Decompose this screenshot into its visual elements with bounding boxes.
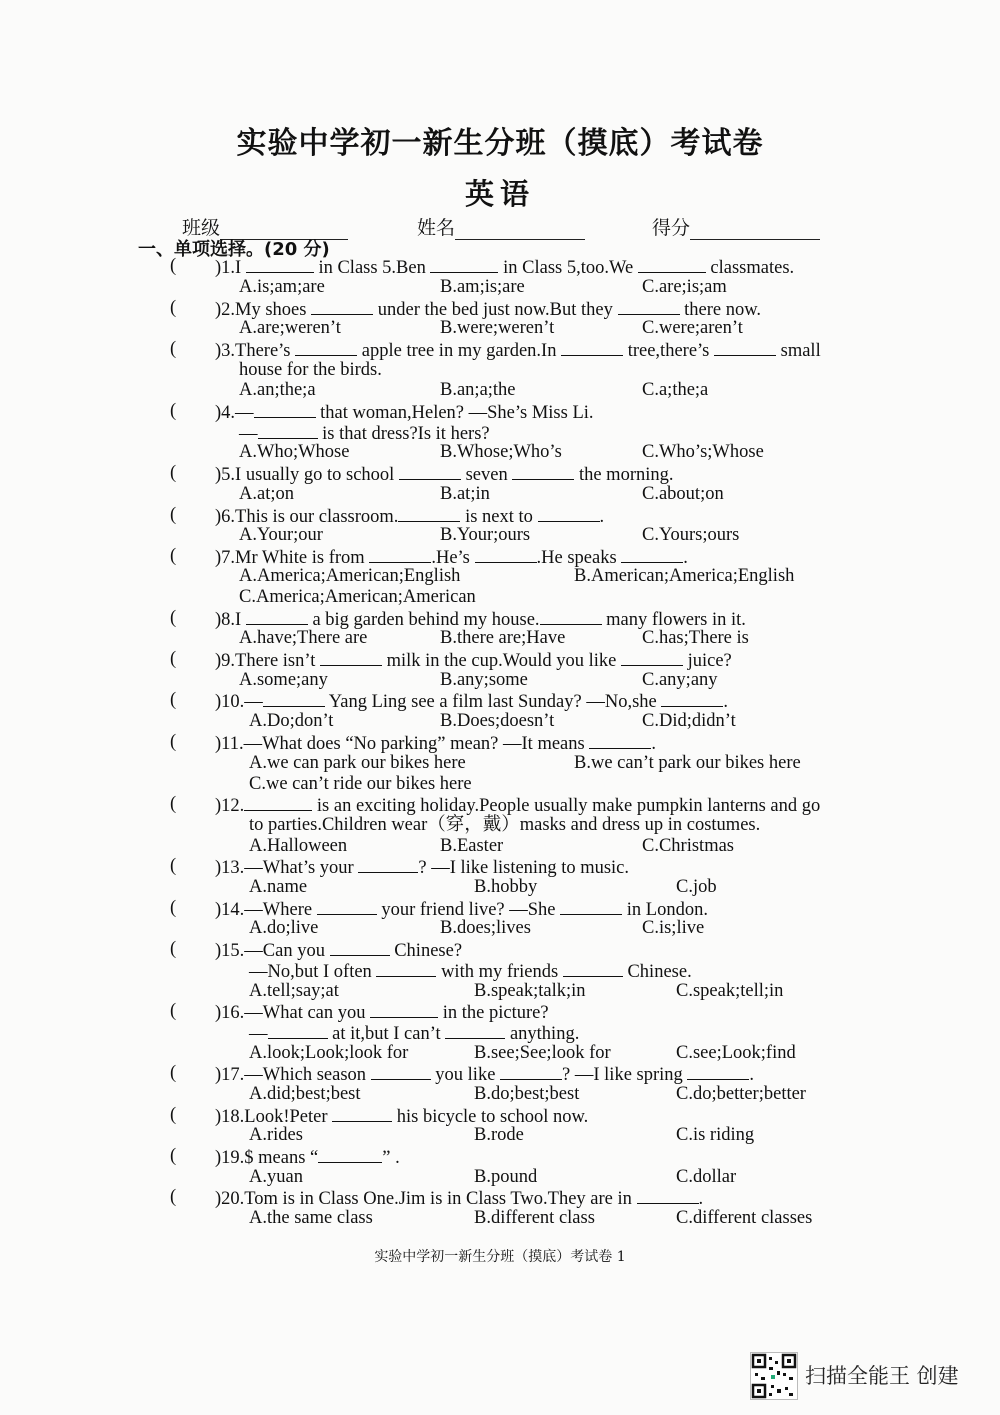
question-row bbox=[0, 856, 1000, 877]
question-text: in London. bbox=[622, 900, 708, 920]
question-text: apple tree in my garden.In bbox=[357, 341, 562, 361]
answer-bracket[interactable]: ( bbox=[170, 1063, 177, 1083]
question-text: )10.— bbox=[215, 692, 263, 712]
question-text: . bbox=[683, 548, 688, 568]
score-label: 得分 bbox=[652, 218, 691, 239]
question-row bbox=[0, 401, 1000, 422]
scanner-text: 扫描全能王 创建 bbox=[805, 1364, 959, 1388]
answer-blank[interactable] bbox=[399, 463, 461, 480]
section-title: 一、单项选择。(20 分) bbox=[138, 239, 330, 260]
question-stem bbox=[215, 256, 794, 279]
answer-option[interactable]: C.America;American;American bbox=[239, 587, 476, 607]
question-text: )2.My shoes bbox=[215, 300, 312, 320]
answer-option[interactable]: B.pound bbox=[474, 1167, 538, 1187]
answer-option[interactable]: A.is;am;are bbox=[239, 277, 325, 297]
question-stem bbox=[215, 649, 732, 672]
answer-bracket[interactable]: ( bbox=[170, 898, 177, 918]
answer-option[interactable]: B.any;some bbox=[440, 670, 528, 690]
answer-bracket[interactable]: ( bbox=[170, 608, 177, 628]
question-stem bbox=[215, 1001, 549, 1024]
answer-blank[interactable] bbox=[638, 256, 706, 273]
score-field bbox=[652, 213, 820, 240]
answer-bracket[interactable]: ( bbox=[170, 649, 177, 669]
answer-option[interactable]: C.different classes bbox=[676, 1208, 813, 1228]
answer-bracket[interactable]: ( bbox=[170, 1187, 177, 1207]
answer-option[interactable]: B.Your;ours bbox=[440, 525, 531, 545]
answer-blank[interactable] bbox=[295, 339, 357, 356]
question-row bbox=[0, 339, 1000, 360]
question-stem-continued: house for the birds. bbox=[239, 360, 382, 380]
question-text: ? —I like listening to music. bbox=[418, 858, 630, 878]
question-text: a big garden behind my house. bbox=[307, 610, 540, 630]
answer-option[interactable]: A.yuan bbox=[249, 1167, 303, 1187]
question-row bbox=[0, 898, 1000, 919]
question-text: there now. bbox=[679, 300, 762, 320]
question-text: is that dress?Is it hers? bbox=[317, 424, 490, 444]
question-text: ” . bbox=[382, 1148, 400, 1168]
question-text: .He’s bbox=[431, 548, 475, 568]
answer-option[interactable]: C.a;the;a bbox=[642, 380, 709, 400]
answer-bracket[interactable]: ( bbox=[170, 856, 177, 876]
answer-blank[interactable] bbox=[258, 422, 318, 439]
answer-blank[interactable] bbox=[621, 546, 683, 563]
answer-bracket[interactable]: ( bbox=[170, 690, 177, 710]
question-text: milk in the cup.Would you like bbox=[381, 651, 621, 671]
question-text: )15.—Can you bbox=[215, 941, 330, 961]
question-stem bbox=[215, 856, 629, 879]
answer-bracket[interactable]: ( bbox=[170, 505, 177, 525]
question-text: seven bbox=[460, 465, 513, 485]
question-text: . bbox=[698, 1189, 704, 1209]
answer-blank[interactable] bbox=[330, 939, 390, 956]
answer-blank[interactable] bbox=[371, 1063, 431, 1080]
question-row bbox=[0, 1063, 1000, 1084]
answer-blank[interactable] bbox=[714, 339, 776, 356]
question-text: classmates. bbox=[705, 258, 795, 278]
question-text: )19.$ means “ bbox=[215, 1148, 319, 1168]
answer-bracket[interactable]: ( bbox=[170, 794, 177, 814]
answer-option[interactable]: C.has;There is bbox=[642, 628, 749, 648]
answer-option[interactable]: B.do;best;best bbox=[474, 1084, 580, 1104]
answer-option[interactable]: A.name bbox=[249, 877, 308, 897]
question-row bbox=[0, 546, 1000, 567]
question-text: — bbox=[249, 1024, 268, 1044]
question-text: under the bed just now.But they bbox=[373, 300, 618, 320]
question-text: is next to bbox=[460, 507, 538, 527]
answer-bracket[interactable]: ( bbox=[170, 298, 177, 318]
answer-option[interactable]: B.am;is;are bbox=[440, 277, 525, 297]
question-text: )4.— bbox=[215, 403, 254, 423]
question-stem bbox=[215, 690, 728, 713]
answer-option[interactable]: C.are;is;am bbox=[642, 277, 727, 297]
question-row bbox=[0, 463, 1000, 484]
question-text: with my friends bbox=[436, 962, 563, 982]
answer-bracket[interactable]: ( bbox=[170, 732, 177, 752]
question-row bbox=[0, 505, 1000, 526]
answer-option[interactable]: B.there are;Have bbox=[440, 628, 566, 648]
answer-option[interactable]: B.Easter bbox=[440, 836, 504, 856]
question-stem bbox=[215, 1146, 400, 1169]
answer-blank[interactable] bbox=[263, 690, 325, 707]
question-text: Chinese? bbox=[389, 941, 463, 961]
question-text: Yang Ling see a film last Sunday? —No,she bbox=[324, 692, 662, 712]
answer-blank[interactable] bbox=[661, 690, 723, 707]
answer-option[interactable]: C.Yours;ours bbox=[642, 525, 740, 545]
question-text: )8.I bbox=[215, 610, 246, 630]
class-label: 班级 bbox=[182, 218, 221, 239]
answer-option[interactable]: A.an;the;a bbox=[239, 380, 316, 400]
question-text: you like bbox=[430, 1065, 501, 1085]
question-stem-continued: to parties.Children wear（穿，戴）masks and dress up in costumes. bbox=[249, 815, 761, 835]
answer-blank[interactable] bbox=[311, 298, 373, 315]
question-stem bbox=[215, 463, 674, 486]
answer-option[interactable]: B.hobby bbox=[474, 877, 538, 897]
question-stem bbox=[215, 401, 594, 424]
question-row bbox=[0, 1187, 1000, 1208]
question-text: Chinese. bbox=[622, 962, 692, 982]
question-stem-continued bbox=[249, 960, 692, 983]
answer-option[interactable]: C.were;aren’t bbox=[642, 318, 743, 338]
answer-option[interactable]: B.an;a;the bbox=[440, 380, 516, 400]
answer-option[interactable]: B.Whose;Who’s bbox=[440, 442, 562, 462]
answer-option[interactable]: C.Who’s;Whose bbox=[642, 442, 764, 462]
answer-bracket[interactable]: ( bbox=[170, 546, 177, 566]
question-text: juice? bbox=[682, 651, 732, 671]
answer-option[interactable]: C.is;live bbox=[642, 918, 705, 938]
name-blank[interactable] bbox=[455, 219, 585, 240]
question-text: )16.—What can you bbox=[215, 1003, 371, 1023]
answer-option[interactable]: C.do;better;better bbox=[676, 1084, 806, 1104]
answer-blank[interactable] bbox=[358, 856, 418, 873]
question-text: small bbox=[776, 341, 821, 361]
score-blank[interactable] bbox=[690, 219, 820, 240]
answer-option[interactable]: A.do;live bbox=[249, 918, 319, 938]
answer-bracket[interactable]: ( bbox=[170, 1105, 177, 1125]
question-stem bbox=[215, 339, 821, 362]
answer-option[interactable]: A.Who;Whose bbox=[239, 442, 350, 462]
answer-blank[interactable] bbox=[560, 898, 622, 915]
answer-option[interactable]: A.rides bbox=[249, 1125, 303, 1145]
question-text: the morning. bbox=[574, 465, 674, 485]
answer-option[interactable]: A.at;on bbox=[239, 484, 294, 504]
answer-option[interactable]: C.Did;didn’t bbox=[642, 711, 736, 731]
question-text: in Class 5.Ben bbox=[313, 258, 431, 278]
answer-blank[interactable] bbox=[500, 1063, 562, 1080]
question-text: your friend live? —She bbox=[376, 900, 561, 920]
answer-blank[interactable] bbox=[445, 1022, 505, 1039]
answer-blank[interactable] bbox=[475, 546, 537, 563]
answer-option[interactable]: C.speak;tell;in bbox=[676, 981, 784, 1001]
question-text: . bbox=[651, 734, 656, 754]
question-text: )11.—What does “No parking” mean? —It means bbox=[215, 734, 590, 754]
answer-option[interactable]: B.Does;doesn’t bbox=[440, 711, 555, 731]
answer-option[interactable]: B.rode bbox=[474, 1125, 524, 1145]
name-label: 姓名 bbox=[417, 218, 456, 239]
question-stem bbox=[215, 732, 656, 755]
answer-blank[interactable] bbox=[244, 794, 312, 811]
answer-option[interactable]: C.we can’t ride our bikes here bbox=[249, 774, 472, 794]
answer-option[interactable]: A.are;weren’t bbox=[239, 318, 341, 338]
answer-blank[interactable] bbox=[589, 732, 651, 749]
answer-blank[interactable] bbox=[318, 1146, 382, 1163]
name-field bbox=[417, 213, 585, 240]
answer-option[interactable]: C.see;Look;find bbox=[676, 1043, 796, 1063]
question-text: )12. bbox=[215, 796, 245, 816]
question-row bbox=[0, 608, 1000, 629]
page-footer: 实验中学初一新生分班（摸底）考试卷 1 bbox=[374, 1249, 626, 1265]
answer-bracket[interactable]: ( bbox=[170, 1001, 177, 1021]
question-text: )7.Mr White is from bbox=[215, 548, 370, 568]
answer-option[interactable]: A.we can park our bikes here bbox=[249, 753, 466, 773]
question-text: . bbox=[749, 1065, 755, 1085]
question-row bbox=[0, 298, 1000, 319]
answer-bracket[interactable]: ( bbox=[170, 256, 177, 276]
question-text: )17.—Which season bbox=[215, 1065, 371, 1085]
answer-option[interactable]: C.is riding bbox=[676, 1125, 755, 1145]
answer-blank[interactable] bbox=[246, 608, 308, 625]
answer-blank[interactable] bbox=[540, 608, 602, 625]
question-row bbox=[0, 1105, 1000, 1126]
question-text: tree,there’s bbox=[623, 341, 714, 361]
answer-option[interactable]: A.some;any bbox=[239, 670, 328, 690]
answer-option[interactable]: C.about;on bbox=[642, 484, 724, 504]
question-text: )9.There isn’t bbox=[215, 651, 320, 671]
question-stem bbox=[215, 1187, 703, 1210]
question-text: — bbox=[239, 424, 258, 444]
answer-blank[interactable] bbox=[561, 339, 623, 356]
question-text: ? —I like spring bbox=[562, 1065, 688, 1085]
answer-blank[interactable] bbox=[317, 898, 377, 915]
question-text: )1.I bbox=[215, 258, 246, 278]
answer-blank[interactable] bbox=[430, 256, 498, 273]
answer-blank[interactable] bbox=[538, 505, 600, 522]
question-text: that woman,Helen? —She’s Miss Li. bbox=[315, 403, 594, 423]
answer-bracket[interactable]: ( bbox=[170, 401, 177, 421]
answer-option[interactable]: A.America;American;English bbox=[239, 566, 461, 586]
answer-blank[interactable] bbox=[332, 1105, 392, 1122]
answer-bracket[interactable]: ( bbox=[170, 463, 177, 483]
answer-option[interactable]: A.Halloween bbox=[249, 836, 348, 856]
answer-blank[interactable] bbox=[268, 1022, 328, 1039]
exam-title: 实验中学初一新生分班（摸底）考试卷 bbox=[236, 126, 764, 161]
question-row bbox=[0, 939, 1000, 960]
answer-bracket[interactable]: ( bbox=[170, 939, 177, 959]
question-text: )20.Tom is in Class One.Jim is in Class Two.They are in bbox=[215, 1189, 637, 1209]
question-text: )5.I usually go to school bbox=[215, 465, 399, 485]
question-text: in the picture? bbox=[438, 1003, 549, 1023]
question-row bbox=[0, 649, 1000, 670]
answer-option[interactable]: A.have;There are bbox=[239, 628, 368, 648]
answer-blank[interactable] bbox=[637, 1187, 699, 1204]
question-row bbox=[0, 1001, 1000, 1022]
answer-option[interactable]: A.look;Look;look for bbox=[249, 1043, 409, 1063]
question-text: )14.—Where bbox=[215, 900, 317, 920]
question-text: —No,but I often bbox=[249, 962, 377, 982]
answer-blank[interactable] bbox=[254, 401, 316, 418]
answer-blank[interactable] bbox=[246, 256, 314, 273]
question-stem bbox=[215, 939, 462, 962]
answer-blank[interactable] bbox=[398, 505, 460, 522]
question-row bbox=[0, 1146, 1000, 1167]
answer-blank[interactable] bbox=[320, 649, 382, 666]
answer-option[interactable]: B.at;in bbox=[440, 484, 490, 504]
answer-option[interactable]: A.Do;don’t bbox=[249, 711, 334, 731]
answer-option[interactable]: B.see;See;look for bbox=[474, 1043, 611, 1063]
question-row bbox=[0, 690, 1000, 711]
question-stem-continued bbox=[249, 1022, 579, 1045]
answer-blank[interactable] bbox=[512, 463, 574, 480]
answer-option[interactable]: A.tell;say;at bbox=[249, 981, 339, 1001]
question-text: .He speaks bbox=[536, 548, 622, 568]
answer-option[interactable]: B.we can’t park our bikes here bbox=[574, 753, 801, 773]
answer-option[interactable]: A.Your;our bbox=[239, 525, 323, 545]
question-text: many flowers in it. bbox=[601, 610, 746, 630]
question-text: in Class 5,too.We bbox=[498, 258, 638, 278]
qr-code-icon bbox=[750, 1352, 798, 1400]
answer-option[interactable]: B.does;lives bbox=[440, 918, 531, 938]
question-text: anything. bbox=[505, 1024, 580, 1044]
question-text: )3.There’s bbox=[215, 341, 296, 361]
question-text: is an exciting holiday.People usually make pumpkin lanterns and go bbox=[312, 796, 821, 816]
question-text: his bicycle to school now. bbox=[392, 1107, 589, 1127]
answer-option[interactable]: A.did;best;best bbox=[249, 1084, 361, 1104]
answer-blank[interactable] bbox=[618, 298, 680, 315]
answer-option[interactable]: C.Christmas bbox=[642, 836, 734, 856]
question-text: )6.This is our classroom. bbox=[215, 507, 399, 527]
answer-option[interactable]: C.dollar bbox=[676, 1167, 737, 1187]
answer-blank[interactable] bbox=[370, 1001, 438, 1018]
exam-subject: 英语 bbox=[464, 177, 535, 211]
question-row bbox=[0, 732, 1000, 753]
answer-option[interactable]: C.any;any bbox=[642, 670, 718, 690]
question-text: . bbox=[723, 692, 728, 712]
answer-blank[interactable] bbox=[563, 960, 623, 977]
answer-blank[interactable] bbox=[621, 649, 683, 666]
question-text: . bbox=[599, 507, 605, 527]
answer-blank[interactable] bbox=[369, 546, 431, 563]
question-text: )13.—What’s your bbox=[215, 858, 359, 878]
answer-bracket[interactable]: ( bbox=[170, 1146, 177, 1166]
question-stem bbox=[215, 794, 820, 817]
question-stem bbox=[215, 1063, 754, 1086]
question-text: at it,but I can’t bbox=[327, 1024, 446, 1044]
answer-option[interactable]: A.the same class bbox=[249, 1208, 373, 1228]
answer-option[interactable]: C.job bbox=[676, 877, 717, 897]
answer-option[interactable]: B.speak;talk;in bbox=[474, 981, 586, 1001]
question-text: )18.Look!Peter bbox=[215, 1107, 333, 1127]
answer-bracket[interactable]: ( bbox=[170, 339, 177, 359]
question-row bbox=[0, 794, 1000, 815]
answer-blank[interactable] bbox=[687, 1063, 749, 1080]
question-row bbox=[0, 256, 1000, 277]
answer-option[interactable]: B.different class bbox=[474, 1208, 595, 1228]
answer-blank[interactable] bbox=[376, 960, 436, 977]
answer-option[interactable]: B.American;America;English bbox=[574, 566, 795, 586]
answer-option[interactable]: B.were;weren’t bbox=[440, 318, 555, 338]
